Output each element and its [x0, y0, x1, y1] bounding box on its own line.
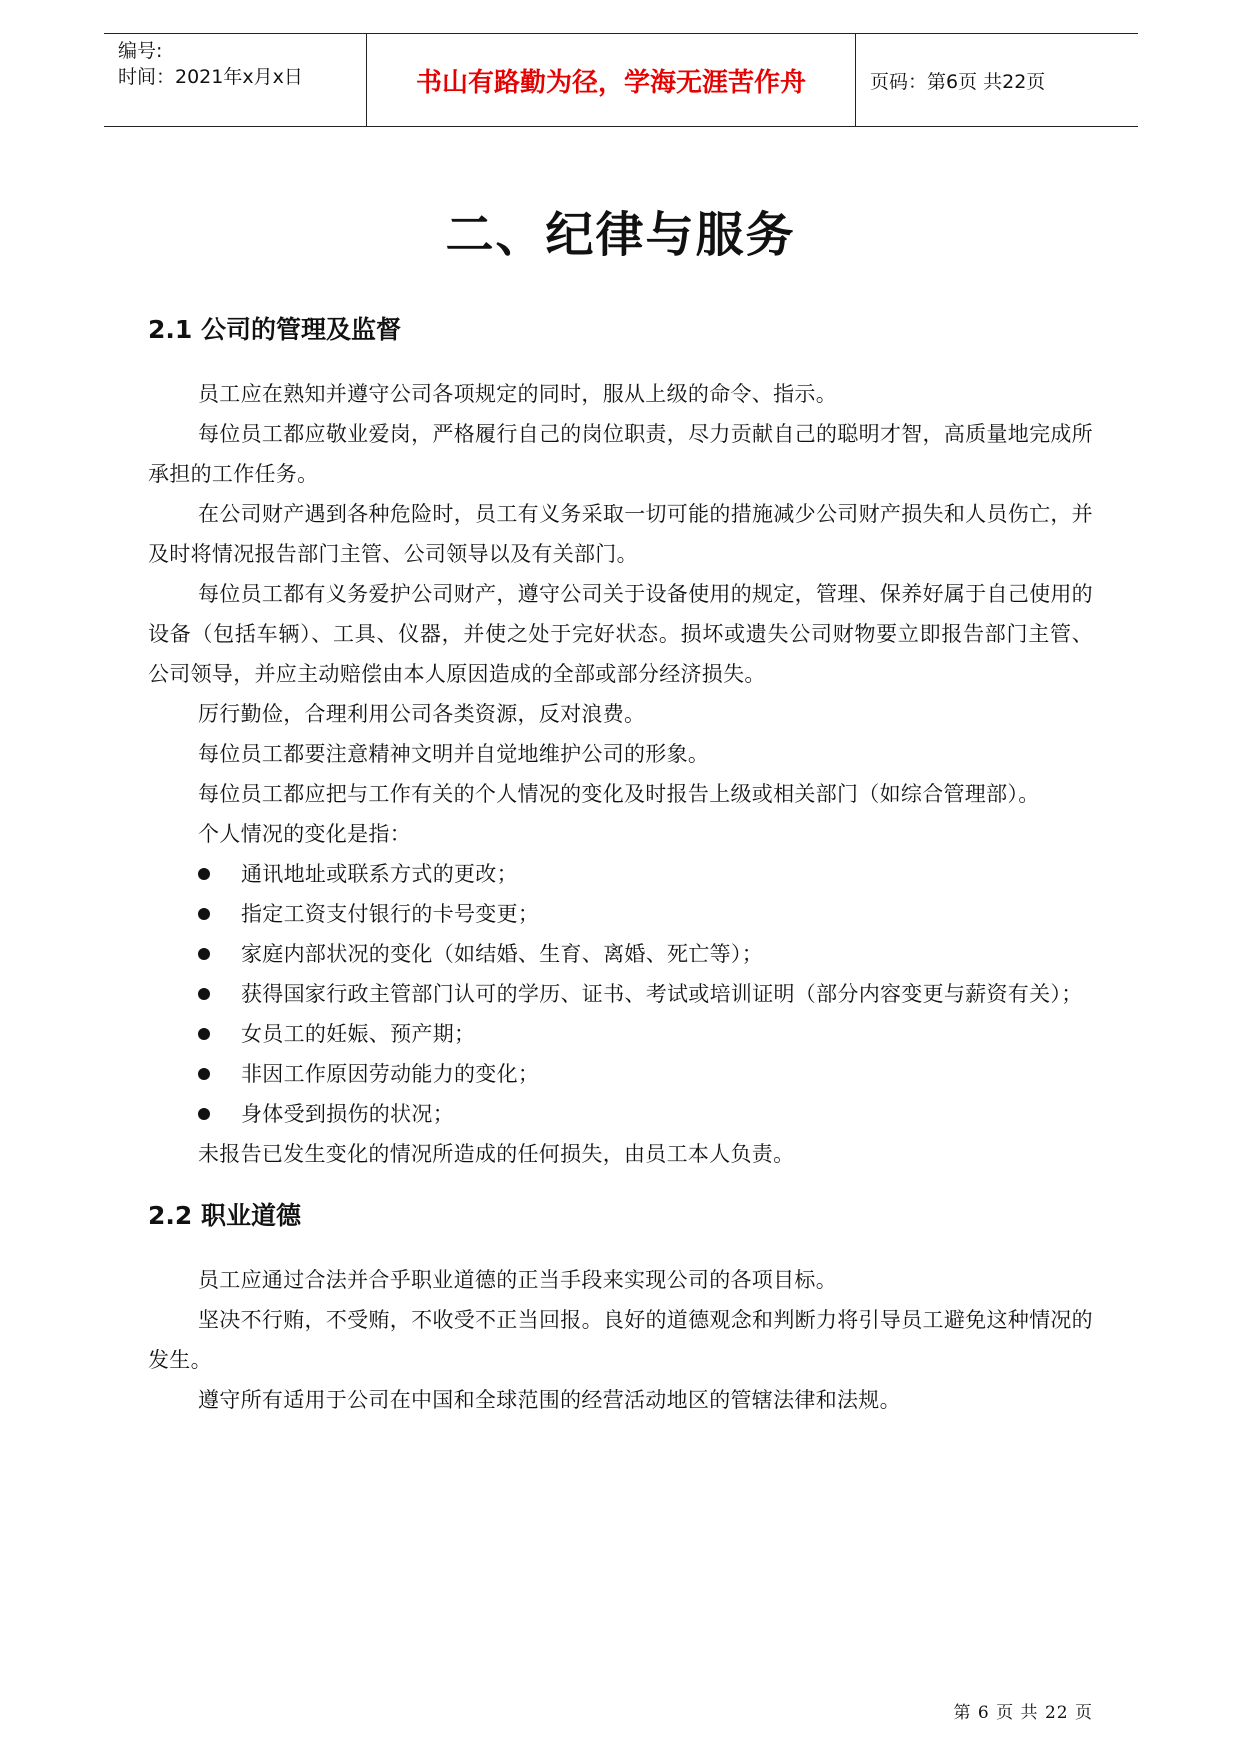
header-time-label: 时间：2021年x月x日 [118, 66, 303, 88]
section-heading-2-2: 2.2 职业道德 [148, 1201, 301, 1230]
paragraph: 个人情况的变化是指： [198, 822, 411, 846]
list-item-text: 非因工作原因劳动能力的变化； [241, 1062, 540, 1086]
paragraph: 每位员工都有义务爱护公司财产，遵守公司关于设备使用的规定，管理、保养好属于自己使用的设备（包括车辆）、工具、仪器，并使之处于完好状态。损坏或遗失公司财物要立即报告部门主管、公司领导，并应主动赔偿由本人原因造成的全部或部分经济损失。 [148, 582, 1093, 686]
header-motto: 书山有路勤为径，学海无涯苦作舟 [367, 34, 856, 126]
page-title: 二、纪律与服务 [445, 207, 796, 263]
page-footer: 第 6 页 共 22 页 [953, 1703, 1093, 1723]
paragraph: 遵守所有适用于公司在中国和全球范围的经营活动地区的管辖法律和法规。 [198, 1388, 901, 1412]
paragraph: 员工应在熟知并遵守公司各项规定的同时，服从上级的命令、指示。 [198, 382, 837, 406]
list-item [148, 894, 1093, 934]
list-item [148, 934, 1093, 974]
paragraph: 厉行勤俭，合理利用公司各类资源，反对浪费。 [198, 702, 646, 726]
paragraph: 每位员工都应把与工作有关的个人情况的变化及时报告上级或相关部门（如综合管理部）。 [198, 782, 1040, 806]
paragraph: 坚决不行贿，不受贿，不收受不正当回报。良好的道德观念和判断力将引导员工避免这种情况的发生。 [148, 1308, 1093, 1372]
list-item-text: 女员工的妊娠、预产期； [241, 1022, 476, 1046]
document-body [148, 310, 1093, 1420]
list-item-text: 通讯地址或联系方式的更改； [241, 862, 518, 886]
header-page-code: 页码：第6页 共22页 [870, 70, 1046, 93]
bullet-icon [198, 868, 210, 880]
bullet-icon [198, 948, 210, 960]
bullet-icon [198, 988, 210, 1000]
list-item-text: 获得国家行政主管部门认可的学历、证书、考试或培训证明（部分内容变更与薪资有关）； [241, 982, 1083, 1006]
list-item [148, 974, 1093, 1014]
page-header [104, 33, 1138, 127]
bullet-icon [198, 1068, 210, 1080]
list-item-text: 指定工资支付银行的卡号变更； [241, 902, 540, 926]
list-item [148, 1014, 1093, 1054]
list-item-text: 家庭内部状况的变化（如结婚、生育、离婚、死亡等）； [241, 942, 763, 966]
section-heading-2-1: 2.1 公司的管理及监督 [148, 315, 401, 344]
paragraph: 每位员工都应敬业爱岗，严格履行自己的岗位职责，尽力贡献自己的聪明才智，高质量地完成所承担的工作任务。 [148, 422, 1093, 486]
bullet-icon [198, 908, 210, 920]
header-number-label: 编号: [118, 40, 163, 62]
header-meta [104, 34, 367, 126]
paragraph: 每位员工都要注意精神文明并自觉地维护公司的形象。 [198, 742, 710, 766]
list-item [148, 1054, 1093, 1094]
list-item [148, 854, 1093, 894]
paragraph: 员工应通过合法并合乎职业道德的正当手段来实现公司的各项目标。 [198, 1268, 837, 1292]
list-item-text: 身体受到损伤的状况； [241, 1102, 454, 1126]
paragraph: 未报告已发生变化的情况所造成的任何损失，由员工本人负责。 [198, 1142, 795, 1166]
list-item [148, 1094, 1093, 1134]
change-list [148, 854, 1093, 1134]
paragraph: 在公司财产遇到各种危险时，员工有义务采取一切可能的措施减少公司财产损失和人员伤亡，并及时将情况报告部门主管、公司领导以及有关部门。 [148, 502, 1093, 566]
bullet-icon [198, 1028, 210, 1040]
bullet-icon [198, 1108, 210, 1120]
